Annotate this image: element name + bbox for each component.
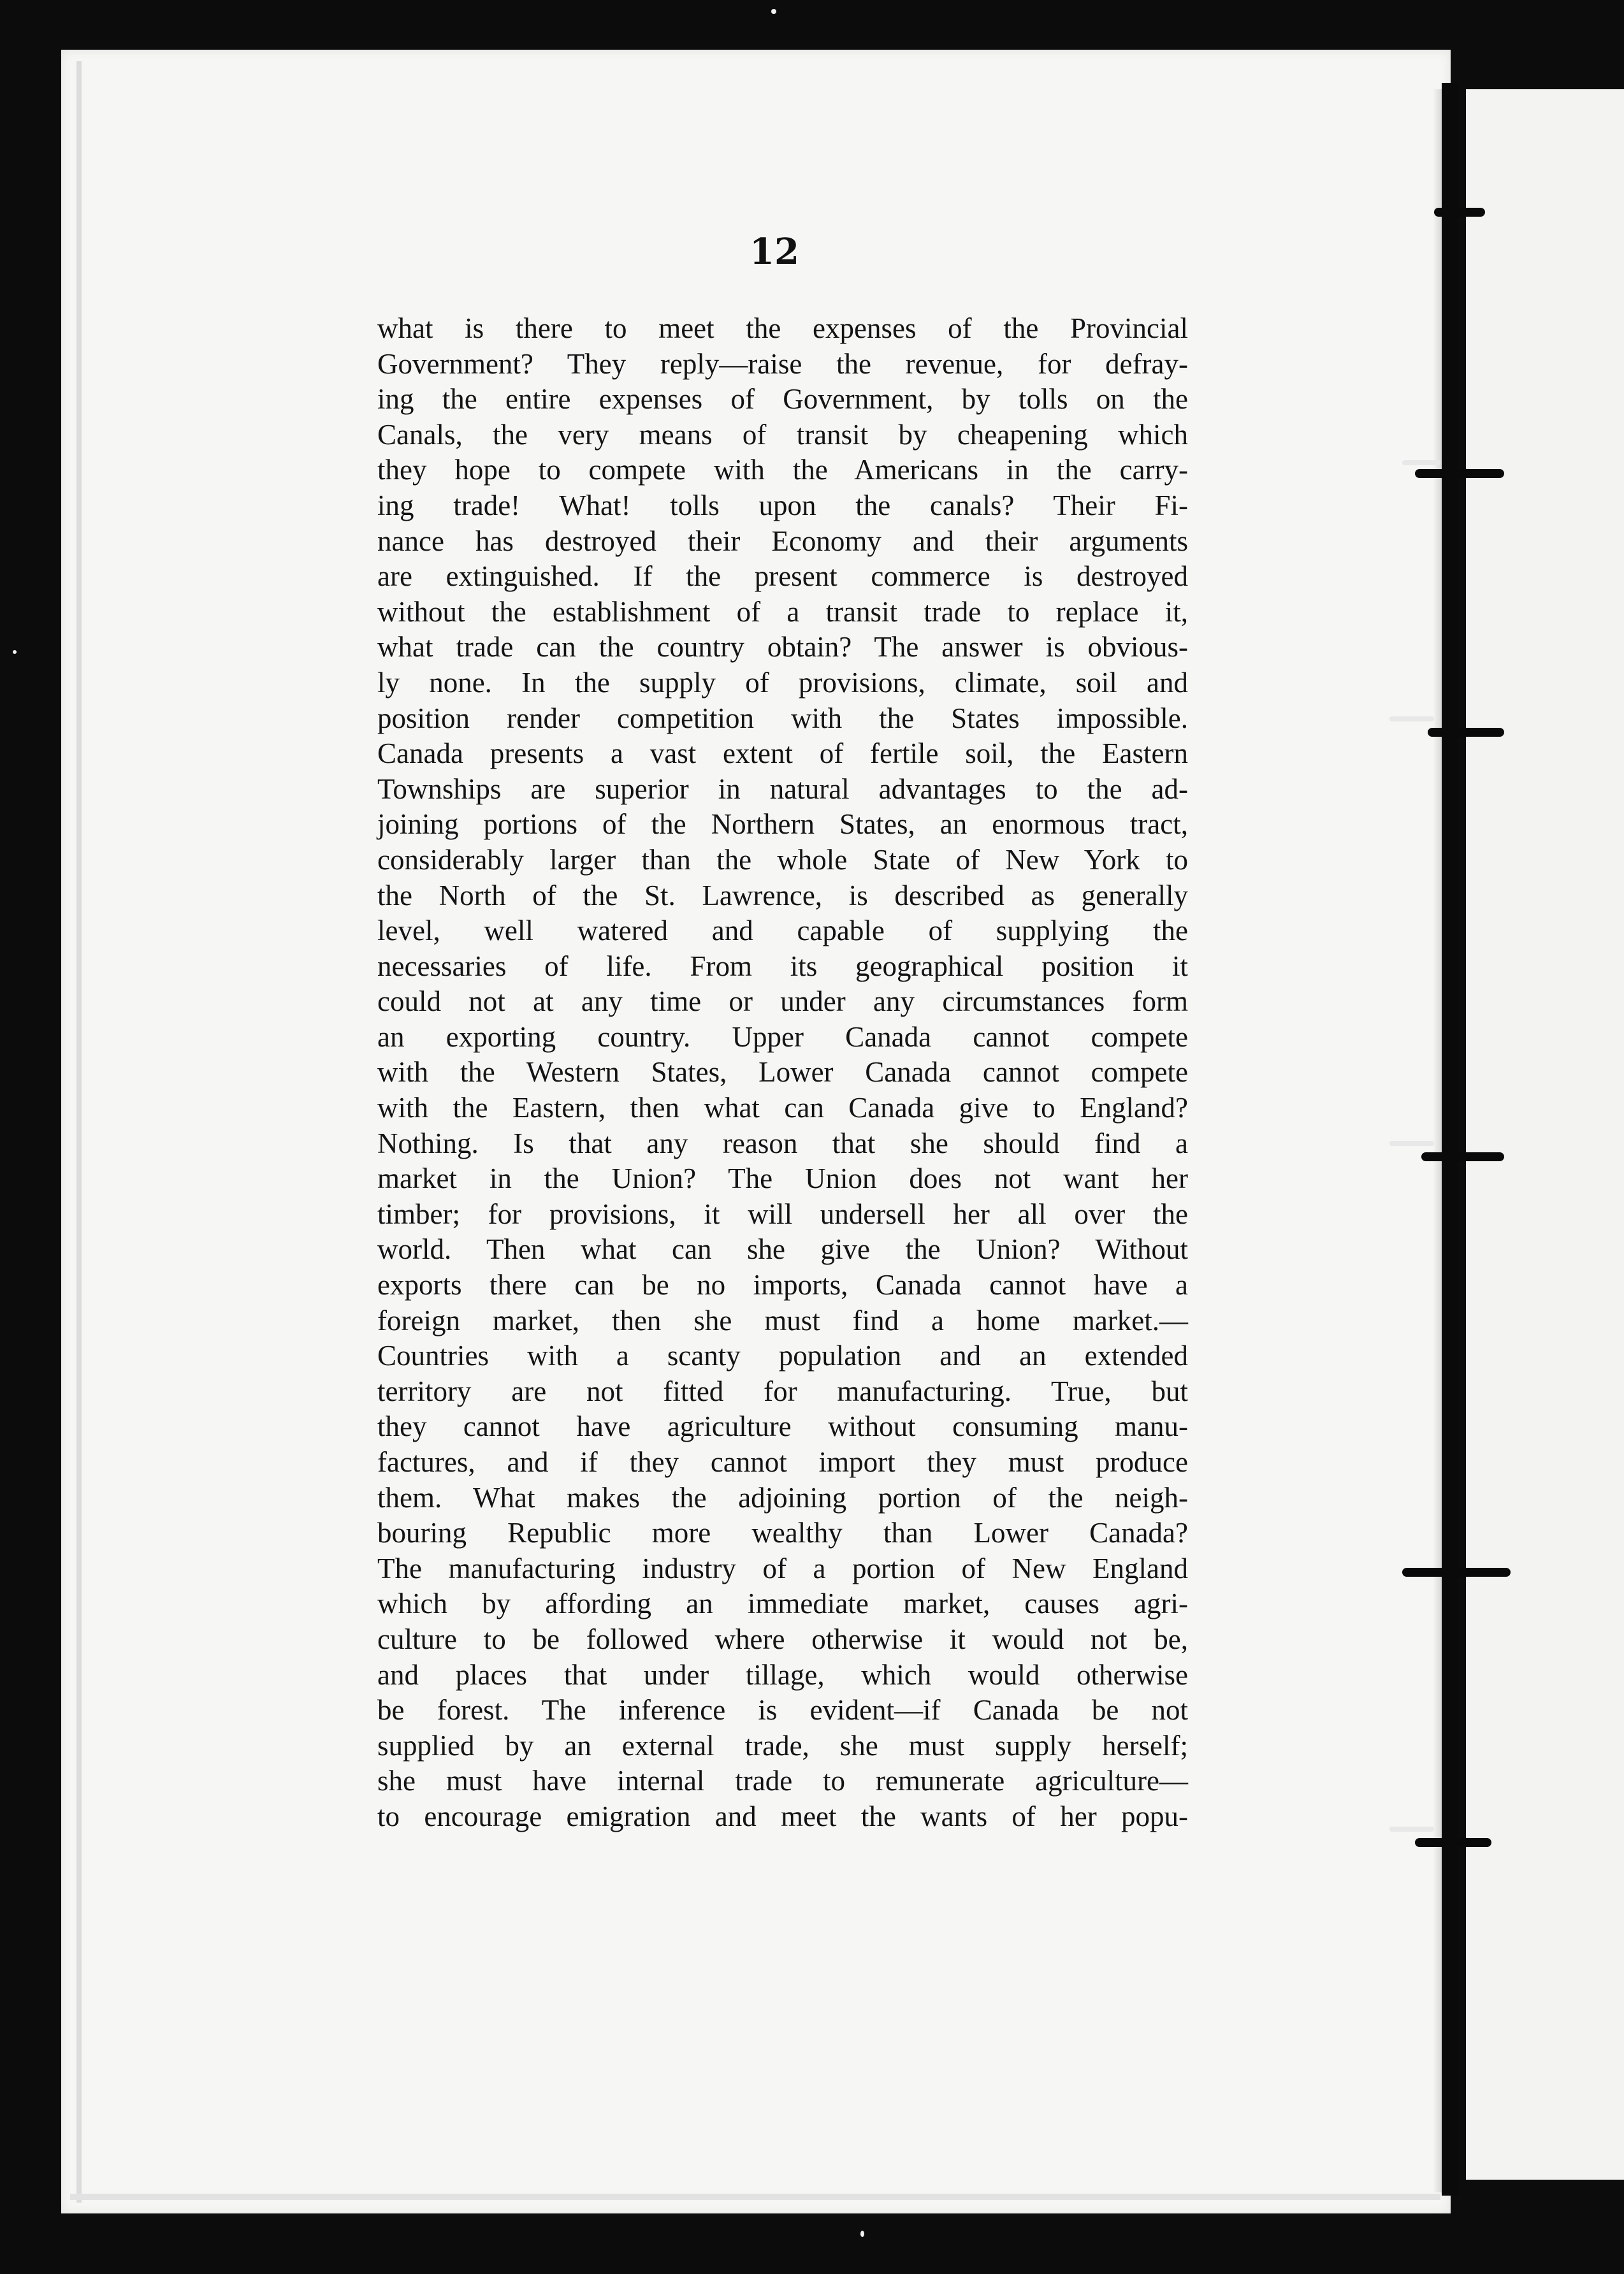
text-line: considerably larger than the whole State of New York to (377, 843, 1188, 876)
text-line: factures, and if they cannot import they must produce (377, 1446, 1188, 1478)
text-line: them. What makes the adjoining portion of the neigh- (377, 1481, 1188, 1514)
text-line: necessaries of life. From its geographical position it (377, 950, 1188, 982)
binding-stitch (1421, 1152, 1504, 1161)
text-line: and places that under tillage, which would otherwise (377, 1658, 1188, 1691)
page-number: 12 (750, 231, 799, 273)
text-line: ly none. In the supply of provisions, climate, soil and (377, 666, 1188, 699)
text-line: timber; for provisions, it will undersell her all over the (377, 1198, 1188, 1230)
text-line: territory are not fitted for manufacturing. True, but (377, 1375, 1188, 1407)
binding-stitch (1428, 728, 1504, 737)
gutter-shadow (1433, 89, 1442, 2192)
text-line: they cannot have agriculture without consuming manu- (377, 1410, 1188, 1443)
scan-speck (13, 650, 17, 654)
text-line: The manufacturing industry of a portion of New England (377, 1552, 1188, 1584)
binding-stitch (1402, 1568, 1511, 1577)
text-line: supplied by an external trade, she must supply herself; (377, 1729, 1188, 1762)
text-line: Government? They reply—raise the revenue, for defray- (377, 347, 1188, 380)
body-text (377, 311, 1188, 1835)
binding-thread (1389, 716, 1434, 721)
text-line: without the establishment of a transit trade to replace it, (377, 595, 1188, 628)
binding-stitch (1415, 1838, 1491, 1847)
text-line: could not at any time or under any circumstances form (377, 985, 1188, 1018)
text-line: Townships are superior in natural advantages to the ad- (377, 772, 1188, 805)
text-line: position render competition with the States impossible. (377, 702, 1188, 734)
text-line: culture to be followed where otherwise it would not be, (377, 1623, 1188, 1655)
text-line: world. Then what can she give the Union? Without (377, 1233, 1188, 1266)
text-line: what trade can the country obtain? The answer is obvious- (377, 631, 1188, 663)
text-line: the North of the St. Lawrence, is described as generally (377, 879, 1188, 911)
text-line: nance has destroyed their Economy and their arguments (377, 525, 1188, 557)
text-line: level, well watered and capable of supplying the (377, 915, 1188, 947)
page-edge-left (76, 61, 82, 2203)
text-line: what is there to meet the expenses of the Provincial (377, 312, 1188, 344)
binding-thread (1389, 1141, 1434, 1146)
scan-speck (860, 2231, 864, 2237)
text-line: with the Western States, Lower Canada cannot compete (377, 1056, 1188, 1089)
binding-thread (1389, 1827, 1434, 1832)
text-line: are extinguished. If the present commerce is destroyed (377, 560, 1188, 593)
text-line: with the Eastern, then what can Canada give to England? (377, 1092, 1188, 1124)
scan-speck (771, 9, 776, 14)
text-line: she must have internal trade to remunerate agriculture— (377, 1765, 1188, 1797)
text-line: an exporting country. Upper Canada cannot compete (377, 1020, 1188, 1053)
text-line: Canada presents a vast extent of fertile soil, the Eastern (377, 737, 1188, 770)
text-line: be forest. The inference is evident—if Canada be not (377, 1694, 1188, 1727)
text-line: market in the Union? The Union does not want her (377, 1162, 1188, 1195)
text-line: Nothing. Is that any reason that she should find a (377, 1127, 1188, 1159)
text-line: ing trade! What! tolls upon the canals? Their Fi- (377, 489, 1188, 521)
text-line: bouring Republic more wealthy than Lower Canada? (377, 1517, 1188, 1549)
text-line: to encourage emigration and meet the wants of her popu- (377, 1800, 1188, 1832)
text-line: which by affording an immediate market, causes agri- (377, 1588, 1188, 1620)
text-line: Canals, the very means of transit by cheapening which (377, 418, 1188, 451)
binding-stitch (1434, 208, 1485, 217)
text-line: Countries with a scanty population and an extended (377, 1340, 1188, 1372)
text-line: foreign market, then she must find a home market.— (377, 1304, 1188, 1336)
text-line: exports there can be no imports, Canada cannot have a (377, 1269, 1188, 1301)
binding-thread (1402, 460, 1440, 465)
facing-page (1466, 89, 1624, 2180)
text-line: ing the entire expenses of Government, by tolls on the (377, 383, 1188, 416)
text-line: joining portions of the Northern States, an enormous tract, (377, 808, 1188, 841)
text-line: they hope to compete with the Americans in the carry- (377, 454, 1188, 486)
binding-stitch (1415, 469, 1504, 478)
book-binding (1442, 83, 1458, 2196)
page-edge-bottom (70, 2194, 1440, 2200)
